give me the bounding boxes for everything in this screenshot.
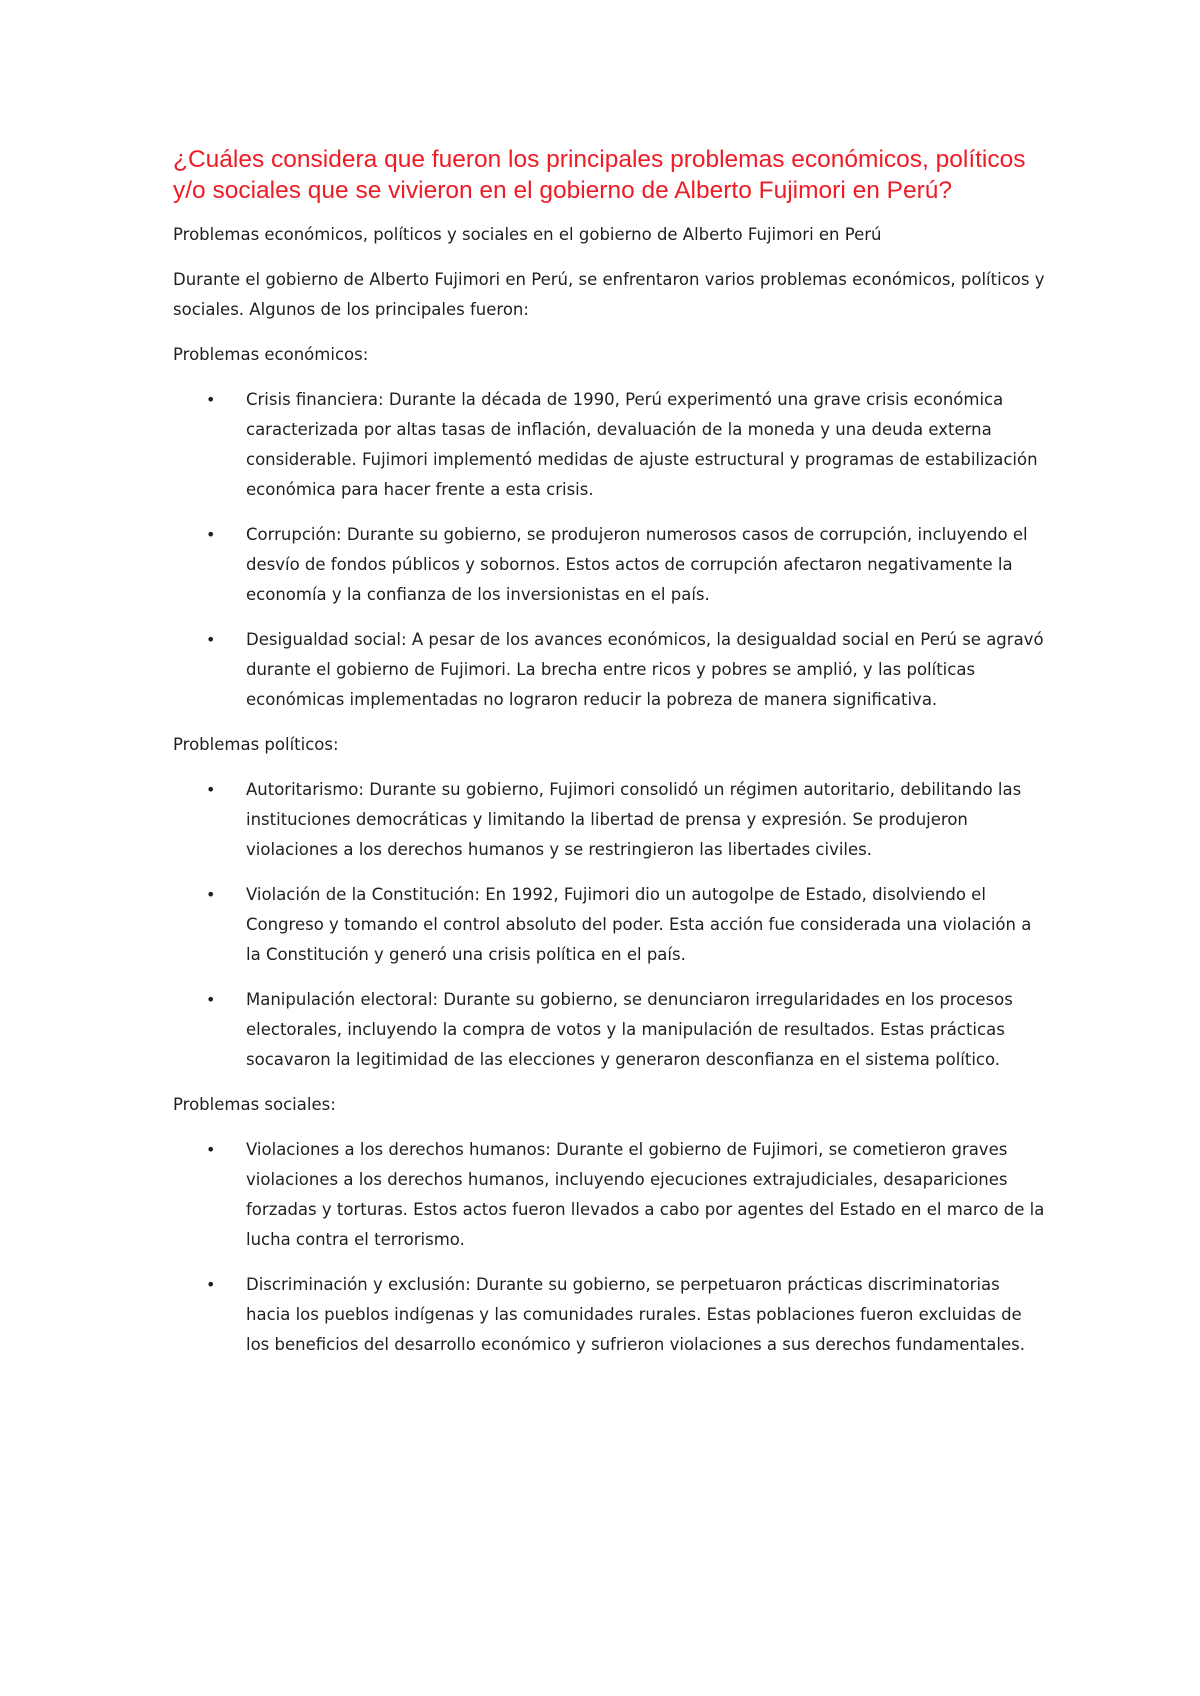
bullet-icon: • (206, 885, 216, 904)
list-item (173, 1135, 1045, 1255)
list-item (173, 520, 1045, 610)
list-item (173, 775, 1045, 865)
bullet-list-politicos (173, 775, 1045, 1075)
list-item-text: Autoritarismo: Durante su gobierno, Fujimori consolidó un régimen autoritario, debilitando las instituciones democráticas y limitando la libertad de prensa y expresión. Se produjeron violaciones a los derechos humanos y se restringieron las libertades civiles. (246, 780, 1022, 859)
bullet-icon: • (206, 390, 216, 409)
document-subtitle: Problemas económicos, políticos y sociales en el gobierno de Alberto Fujimori en Perú (173, 225, 882, 244)
document-body (173, 144, 1045, 1375)
list-item-text: Violación de la Constitución: En 1992, Fujimori dio un autogolpe de Estado, disolviendo el Congreso y tomando el control absoluto del poder. Esta acción fue considerada una violación a la Constitución y generó una crisis política en el país. (246, 885, 1032, 964)
bullet-icon: • (206, 1140, 216, 1159)
bullet-icon: • (206, 630, 216, 649)
bullet-icon: • (206, 780, 216, 799)
list-item-text: Manipulación electoral: Durante su gobierno, se denunciaron irregularidades en los procesos electorales, incluyendo la compra de votos y la manipulación de resultados. Estas prácticas socavaron la legitimidad de las elecciones y generaron desconfianza en el sistema político. (246, 990, 1013, 1069)
list-item (173, 625, 1045, 715)
section-heading-sociales: Problemas sociales: (173, 1095, 336, 1114)
list-item-text: Corrupción: Durante su gobierno, se produjeron numerosos casos de corrupción, incluyendo el desvío de fondos públicos y sobornos. Estos actos de corrupción afectaron negativamente la economía y la confianza de los inversionistas en el país. (246, 525, 1028, 604)
bullet-list-sociales (173, 1135, 1045, 1360)
list-item (173, 985, 1045, 1075)
bullet-icon: • (206, 990, 216, 1009)
bullet-icon: • (206, 1275, 216, 1294)
list-item (173, 880, 1045, 970)
document-title: ¿Cuáles considera que fueron los principales problemas económicos, políticos y/o sociales que se vivieron en el gobierno de Alberto Fujimori en Perú? (173, 146, 1026, 204)
bullet-list-economicos (173, 385, 1045, 715)
list-item-text: Crisis financiera: Durante la década de 1990, Perú experimentó una grave crisis económica caracterizada por altas tasas de inflación, devaluación de la moneda y una deuda externa considerable. Fujimori implementó medidas de ajuste estructural y programas de estabilización económica para hacer frente a esta crisis. (246, 390, 1038, 499)
list-item-text: Violaciones a los derechos humanos: Durante el gobierno de Fujimori, se cometieron graves violaciones a los derechos humanos, incluyendo ejecuciones extrajudiciales, desapariciones forzadas y torturas. Estos actos fueron llevados a cabo por agentes del Estado en el marco de la lucha contra el terrorismo. (246, 1140, 1045, 1249)
list-item (173, 385, 1045, 505)
section-heading-politicos: Problemas políticos: (173, 735, 339, 754)
bullet-icon: • (206, 525, 216, 544)
section-heading-economicos: Problemas económicos: (173, 345, 369, 364)
list-item-text: Discriminación y exclusión: Durante su gobierno, se perpetuaron prácticas discriminatorias hacia los pueblos indígenas y las comunidades rurales. Estas poblaciones fueron excluidas de los beneficios del desarrollo económico y sufrieron violaciones a sus derechos fundamentales. (246, 1275, 1025, 1354)
list-item-text: Desigualdad social: A pesar de los avances económicos, la desigualdad social en Perú se agravó durante el gobierno de Fujimori. La brecha entre ricos y pobres se amplió, y las políticas económicas implementadas no lograron reducir la pobreza de manera significativa. (246, 630, 1044, 709)
intro-paragraph: Durante el gobierno de Alberto Fujimori en Perú, se enfrentaron varios problemas económicos, políticos y sociales. Algunos de los principales fueron: (173, 270, 1045, 319)
list-item (173, 1270, 1045, 1360)
